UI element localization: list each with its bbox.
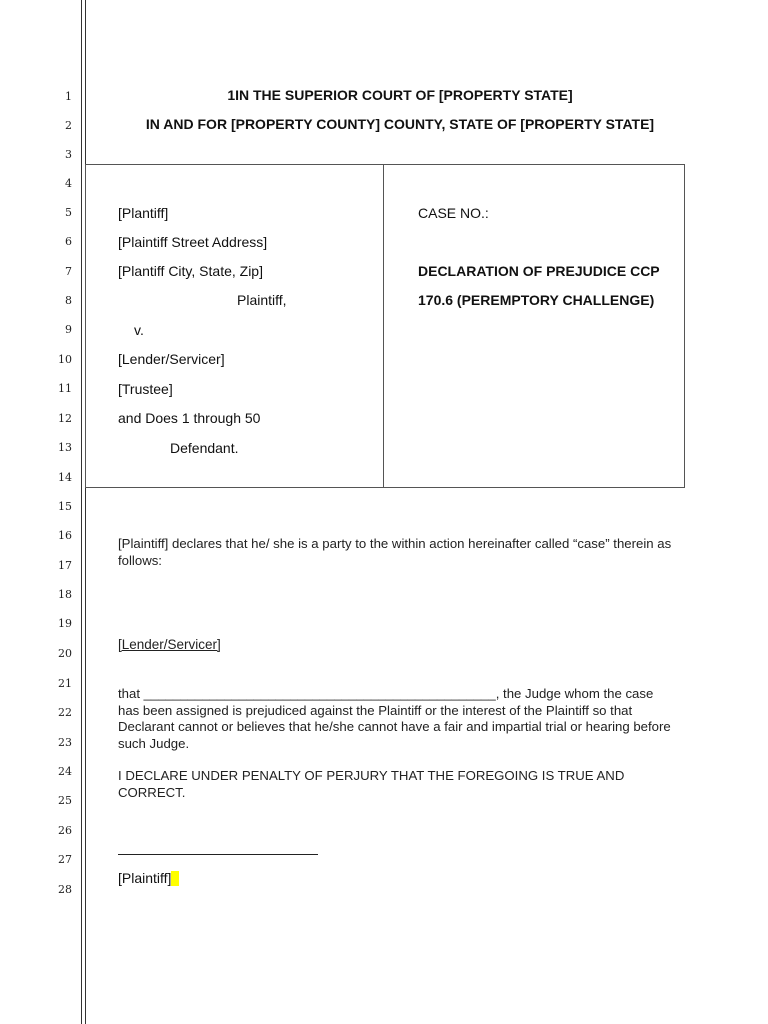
caption-plaintiff-role: Plaintiff, bbox=[237, 292, 287, 308]
line-number: 9 bbox=[65, 323, 72, 336]
line-number: 15 bbox=[58, 500, 72, 513]
left-margin-rule-outer bbox=[81, 0, 82, 1024]
line-number: 26 bbox=[58, 824, 72, 837]
line-number: 11 bbox=[58, 382, 72, 395]
left-margin-rule-inner bbox=[85, 0, 86, 1024]
caption-trustee: [Trustee] bbox=[118, 381, 173, 397]
line-number: 2 bbox=[65, 119, 72, 132]
line-number: 1 bbox=[65, 90, 72, 103]
caption-divider bbox=[383, 164, 384, 488]
document-title-line-1: DECLARATION OF PREJUDICE CCP bbox=[418, 263, 660, 279]
line-number: 6 bbox=[65, 235, 72, 248]
caption-versus: v. bbox=[134, 322, 144, 338]
line-number: 14 bbox=[58, 471, 72, 484]
caption-defendant-role: Defendant. bbox=[170, 440, 239, 456]
signature-name: [Plaintiff] bbox=[118, 870, 172, 886]
caption-plaintiff-street: [Plaintiff Street Address] bbox=[118, 234, 268, 250]
line-number: 4 bbox=[65, 177, 72, 190]
line-number: 3 bbox=[65, 148, 72, 161]
court-heading-line-1: 1IN THE SUPERIOR COURT OF [PROPERTY STATE] bbox=[227, 87, 573, 103]
caption-does: and Does 1 through 50 bbox=[118, 410, 261, 426]
line-number: 18 bbox=[58, 588, 72, 601]
declaration-intro: [Plaintiff] declares that he/ she is a party to the within action hereinafter called “case” therein as follows: bbox=[118, 536, 672, 568]
line-number: 12 bbox=[58, 412, 72, 425]
line-number: 7 bbox=[65, 265, 72, 278]
prejudice-statement: that ________________________________________________, the Judge whom the case has been assigned is prejudiced against the Plaintiff or the interest of the Plaintiff so that Declarant cannot or believes that he/she cannot have a fair and impartial trial or hearing before such Judge. bbox=[118, 686, 671, 751]
perjury-declaration: I DECLARE UNDER PENALTY OF PERJURY THAT THE FOREGOING IS TRUE AND CORRECT. bbox=[118, 768, 625, 800]
case-number-label: CASE NO.: bbox=[418, 205, 489, 221]
line-number: 21 bbox=[58, 677, 72, 690]
line-number: 22 bbox=[58, 706, 72, 719]
line-number: 16 bbox=[58, 529, 72, 542]
caption-plaintiff: [Plantiff] bbox=[118, 205, 169, 221]
highlight-mark bbox=[171, 871, 179, 886]
lender-line bbox=[118, 637, 678, 654]
line-number: 13 bbox=[58, 441, 72, 454]
line-number: 27 bbox=[58, 853, 72, 866]
line-number: 23 bbox=[58, 736, 72, 749]
line-number: 17 bbox=[58, 559, 72, 572]
signature-line bbox=[118, 854, 318, 855]
line-number: 10 bbox=[58, 353, 72, 366]
line-number: 25 bbox=[58, 794, 72, 807]
line-number: 19 bbox=[58, 617, 72, 630]
document-title-line-2: 170.6 (PEREMPTORY CHALLENGE) bbox=[418, 292, 655, 308]
line-number: 8 bbox=[65, 294, 72, 307]
court-heading-line-2: IN AND FOR [PROPERTY COUNTY] COUNTY, STATE OF [PROPERTY STATE] bbox=[145, 116, 655, 132]
line-number: 28 bbox=[58, 883, 72, 896]
line-number: 5 bbox=[65, 206, 72, 219]
caption-plaintiff-city: [Plantiff City, State, Zip] bbox=[118, 263, 263, 279]
caption-lender: [Lender/Servicer] bbox=[118, 351, 225, 367]
line-number: 24 bbox=[58, 765, 72, 778]
line-number: 20 bbox=[58, 647, 72, 660]
lender-name: [Lender/Servicer] bbox=[118, 637, 221, 652]
signature-block bbox=[118, 870, 179, 886]
